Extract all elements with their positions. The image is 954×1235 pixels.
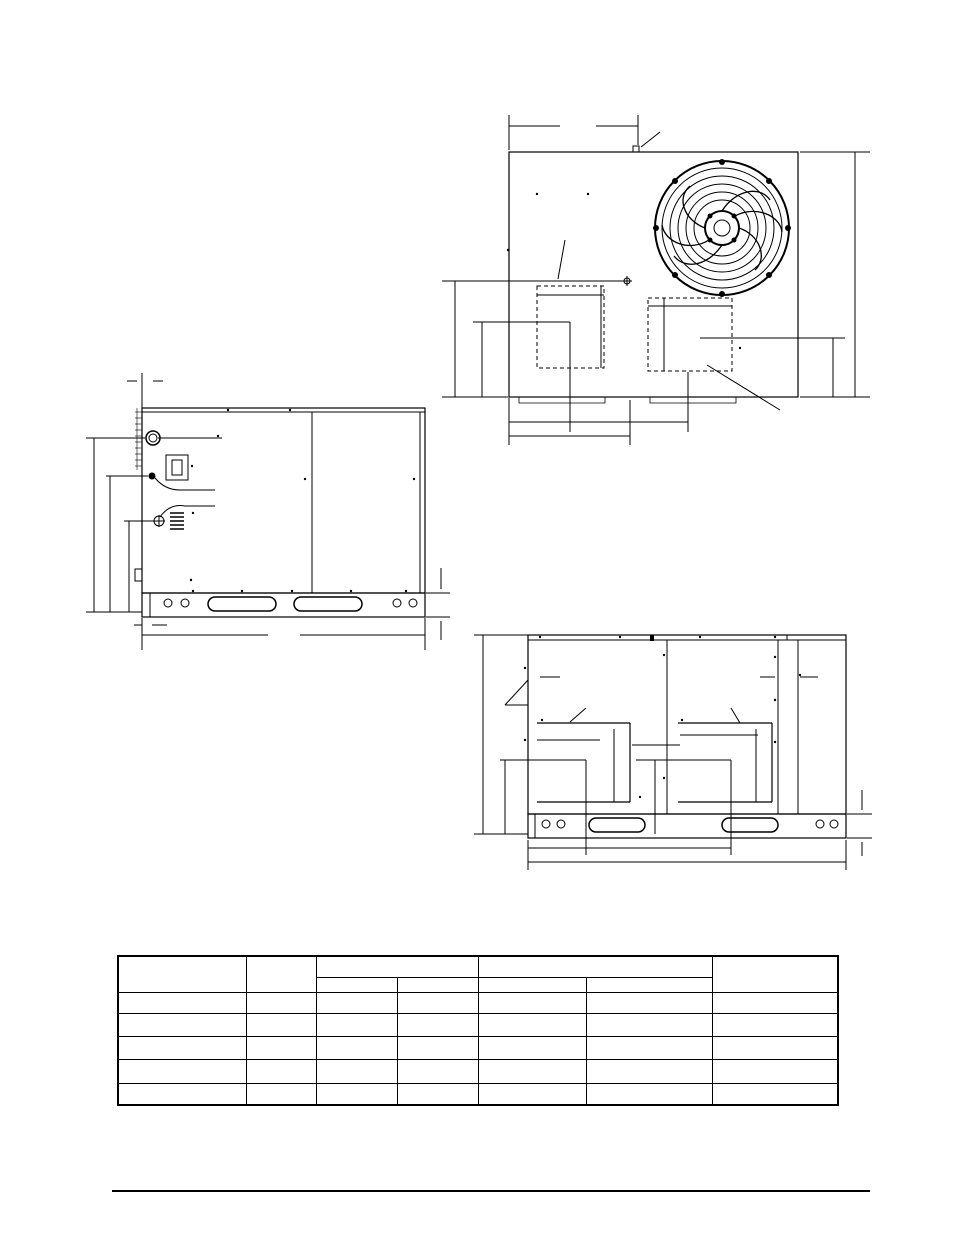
table-row [118,1013,838,1036]
header-b2 [586,977,712,992]
side-view-left [86,373,450,650]
table-cell [712,1083,838,1105]
front-lift-hole-2 [722,818,778,832]
top-view-outline [509,152,798,397]
table-cell [586,1059,712,1083]
lift-hole-2 [294,597,362,611]
header-a2 [397,977,478,992]
table-cell [246,1013,316,1036]
side-fitting [135,569,142,581]
liquid-connection [149,473,155,479]
lift-hole-1 [208,597,276,611]
table-cell [118,1083,246,1105]
table-cell [586,1083,712,1105]
table-cell [316,1013,397,1036]
header-spacer [246,992,316,1013]
table-cell [478,1013,586,1036]
table-cell [712,1013,838,1036]
front-lift-hole-1 [589,818,645,832]
table-cell [118,1013,246,1036]
table-row [118,1036,838,1059]
coil-fins [135,408,142,470]
top-fitting [633,146,639,152]
side-view-outline [142,408,425,593]
footer-rule [112,1190,870,1192]
header-spacer [316,992,397,1013]
table-cell [397,1059,478,1083]
base-rail [142,593,425,617]
header-col-2 [246,956,316,992]
table-cell [246,1059,316,1083]
table-row [118,1059,838,1083]
header-b1 [478,977,586,992]
header-spacer [712,992,838,1013]
table-cell [478,1036,586,1059]
dimensions-table [117,955,839,1106]
table-cell [118,1059,246,1083]
table-cell [316,1036,397,1059]
table-cell [712,1036,838,1059]
header-col-7 [712,956,838,992]
control-box [166,455,188,480]
header-a1 [316,977,397,992]
table-cell [397,1083,478,1105]
fan-guard [653,159,791,297]
table-cell [316,1059,397,1083]
table-cell [478,1059,586,1083]
header-spacer [118,992,246,1013]
table-header-row-3 [118,992,838,1013]
header-spacer [397,992,478,1013]
table-cell [246,1083,316,1105]
table-row [118,1083,838,1105]
header-model [118,956,246,992]
table-cell [316,1083,397,1105]
table-cell [712,1059,838,1083]
supply-opening [648,298,732,371]
table-cell [586,1013,712,1036]
suction-connection [146,431,160,445]
table-cell [118,1036,246,1059]
table-cell [397,1036,478,1059]
header-spacer [586,992,712,1013]
header-group-a [316,956,478,977]
front-base-rail [528,814,846,838]
front-view [474,635,872,870]
top-view [442,115,870,445]
table-header-row-1 [118,956,838,977]
table-cell [397,1013,478,1036]
header-spacer [478,992,586,1013]
header-group-b [478,956,712,977]
table-cell [478,1083,586,1105]
table-cell [246,1036,316,1059]
louver-block [170,513,184,529]
table-cell [586,1036,712,1059]
